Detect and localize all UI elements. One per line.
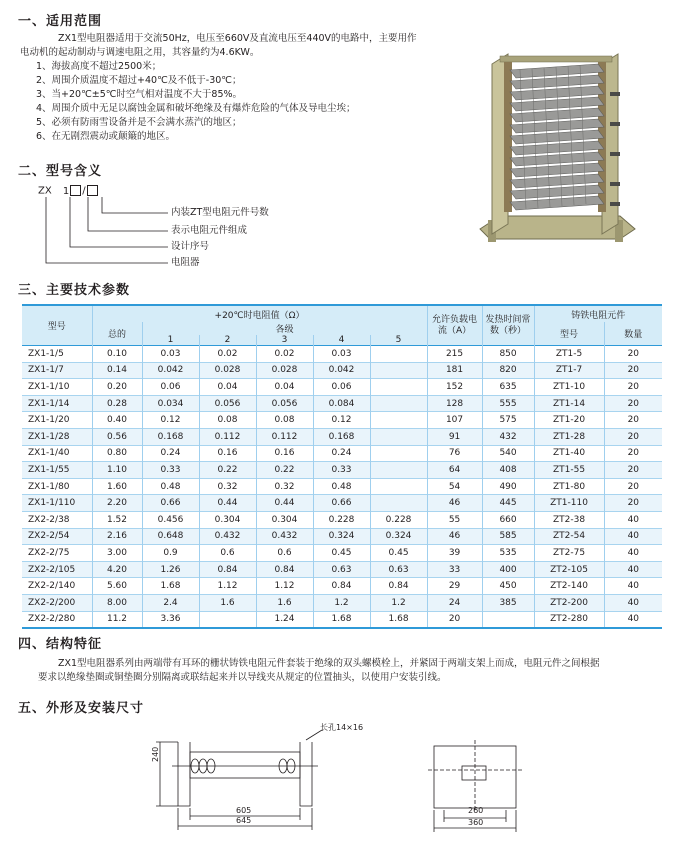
section1-body (20, 32, 460, 144)
cell-stage-5: 0.84 (370, 578, 427, 595)
cell-stage-1: 0.9 (142, 545, 199, 562)
cell-total: 2.16 (92, 528, 142, 545)
cell-heat-time: 385 (482, 594, 534, 611)
cell-element-model: ZT2-38 (534, 511, 604, 528)
model-label-2: 表示电阻元件组成 (171, 225, 248, 236)
model-label-1: 内装ZT型电阻元件号数 (171, 207, 269, 218)
cell-element-model: ZT1-40 (534, 445, 604, 462)
cell-model: ZX1-1/110 (22, 495, 92, 512)
cell-model: ZX1-1/28 (22, 428, 92, 445)
section1-item-3: 3、当+20℃±5℃时空气相对温度不大于85%。 (36, 89, 243, 100)
header-element-model: 型号 (534, 322, 604, 346)
cell-stage-3: 0.056 (256, 395, 313, 412)
cell-stage-5 (370, 395, 427, 412)
cell-stage-4: 0.45 (313, 545, 370, 562)
cell-stage-1: 0.12 (142, 412, 199, 429)
cell-current: 20 (427, 611, 482, 628)
dim-inner-label: 605 (236, 806, 252, 815)
spec-table (22, 304, 662, 629)
cell-stage-4: 0.168 (313, 428, 370, 445)
cell-quantity: 20 (604, 412, 662, 429)
section1-item-2: 2、周围介质温度不超过+40℃及不低于-30℃； (36, 75, 242, 86)
cell-element-model: ZT1-80 (534, 478, 604, 495)
cell-stage-1: 0.06 (142, 379, 199, 396)
section1-item-1: 1、海拔高度不超过2500米； (36, 61, 162, 72)
cell-current: 76 (427, 445, 482, 462)
cell-model: ZX2-2/280 (28, 614, 76, 625)
cell-current: 215 (427, 346, 482, 363)
cell-stage-4: 0.324 (313, 528, 370, 545)
cell-stage-5 (370, 445, 427, 462)
cell-model: ZX2-2/105 (22, 561, 92, 578)
cell-heat-time: 820 (482, 362, 534, 379)
table-row (22, 528, 662, 545)
section1-item-4: 4、周围介质中无足以腐蚀金属和破坏绝缘及有爆炸危险的气体及导电尘埃； (36, 103, 356, 114)
cell-total: 0.80 (92, 445, 142, 462)
cell-quantity: 20 (604, 346, 662, 363)
cell-stage-1: 1.26 (142, 561, 199, 578)
table-row (22, 478, 662, 495)
table-row (22, 379, 662, 396)
cell-heat-time: 575 (482, 412, 534, 429)
cell-element-model: ZT2-54 (534, 528, 604, 545)
table-row (22, 395, 662, 412)
cell-current: 33 (427, 561, 482, 578)
cell-total: 11.2 (92, 611, 142, 628)
header-stages: 各级 (142, 322, 427, 335)
cell-model: ZX1-1/40 (28, 448, 70, 459)
table-row (22, 412, 662, 429)
cell-quantity: 20 (604, 362, 662, 379)
cell-total: 5.60 (92, 578, 142, 595)
cell-current: 24 (427, 594, 482, 611)
cell-current: 128 (427, 395, 482, 412)
cell-total: 1.10 (92, 462, 142, 479)
cell-current: 29 (427, 578, 482, 595)
table-row (22, 462, 662, 479)
cell-stage-1: 1.68 (142, 578, 199, 595)
cell-element-model: ZT1-7 (534, 362, 604, 379)
table-row (22, 428, 662, 445)
cell-stage-2: 0.32 (199, 478, 256, 495)
header-current: 允许负载电流（A） (427, 305, 482, 346)
cell-stage-1: 0.648 (142, 528, 199, 545)
section1-item-5: 5、必须有防雨雪设备并是不会满水蒸汽的地区； (36, 117, 242, 128)
cell-quantity: 40 (604, 545, 662, 562)
cell-stage-1: 0.24 (142, 445, 199, 462)
resistor-product-image (470, 44, 640, 254)
cell-total: 0.10 (92, 346, 142, 363)
cell-stage-5 (370, 428, 427, 445)
cell-heat-time: 400 (482, 561, 534, 578)
cell-element-model: ZT2-140 (534, 578, 604, 595)
cell-current: 152 (427, 379, 482, 396)
cell-element-model: ZT1-110 (534, 495, 604, 512)
cell-heat-time: 432 (482, 428, 534, 445)
header-element-group: 铸铁电阻元件 (534, 305, 662, 322)
cell-stage-2: 0.432 (199, 528, 256, 545)
cell-stage-4: 0.084 (313, 395, 370, 412)
slot-label: 长孔14×16 (320, 723, 364, 732)
table-row (22, 545, 662, 562)
cell-heat-time (482, 611, 534, 628)
cell-stage-2: 0.02 (199, 346, 256, 363)
cell-stage-2: 0.304 (199, 511, 256, 528)
header-quantity: 数量 (604, 322, 662, 346)
dim-outer-label: 645 (236, 816, 252, 825)
cell-current: 54 (427, 478, 482, 495)
cell-element-model: ZT1-20 (534, 412, 604, 429)
cell-stage-4: 0.63 (313, 561, 370, 578)
dim-height-label: 240 (151, 746, 160, 762)
cell-stage-3: 1.12 (256, 578, 313, 595)
cell-stage-2: 0.056 (199, 395, 256, 412)
cell-stage-4: 0.66 (313, 495, 370, 512)
cell-stage-5 (370, 362, 427, 379)
table-row (22, 495, 662, 512)
cell-stage-1: 2.4 (142, 594, 199, 611)
cell-stage-2: 1.6 (199, 594, 256, 611)
cell-stage-1: 3.36 (142, 611, 199, 628)
cell-stage-1: 0.33 (142, 462, 199, 479)
dim-side-outer-label: 360 (468, 818, 484, 827)
cell-heat-time: 540 (482, 445, 534, 462)
cell-element-model: ZT1-14 (534, 395, 604, 412)
table-row (22, 362, 662, 379)
cell-stage-5 (370, 462, 427, 479)
cell-stage-2: 0.6 (199, 545, 256, 562)
cell-model: ZX1-1/55 (22, 462, 92, 479)
cell-quantity: 40 (604, 561, 662, 578)
cell-current: 55 (427, 511, 482, 528)
header-heat-time: 发热时间常数（秒） (482, 305, 534, 346)
cell-quantity: 40 (604, 578, 662, 595)
cell-heat-time: 660 (482, 511, 534, 528)
cell-element-model: ZT1-10 (534, 379, 604, 396)
cell-total: 2.20 (92, 495, 142, 512)
cell-stage-5: 1.2 (370, 594, 427, 611)
cell-total: 1.52 (92, 511, 142, 528)
cell-element-model: ZT1-28 (534, 428, 604, 445)
header-stage-3: 3 (256, 335, 313, 346)
header-stage-1: 1 (142, 335, 199, 346)
cell-stage-5 (370, 379, 427, 396)
table-row (22, 561, 662, 578)
cell-heat-time: 850 (482, 346, 534, 363)
cell-total: 0.28 (92, 395, 142, 412)
section1-title: 一、适用范围 (18, 14, 103, 29)
cell-model: ZX2-2/200 (22, 594, 92, 611)
model-label-4: 电阻器 (171, 257, 200, 268)
cell-stage-1: 0.66 (142, 495, 199, 512)
cell-model: ZX2-2/75 (28, 547, 70, 558)
cell-quantity: 20 (604, 428, 662, 445)
cell-model: ZX2-2/140 (28, 581, 76, 592)
cell-stage-3: 0.32 (256, 478, 313, 495)
cell-stage-4: 0.24 (313, 445, 370, 462)
cell-stage-5: 0.63 (370, 561, 427, 578)
cell-stage-4: 1.68 (313, 611, 370, 628)
cell-stage-2: 0.84 (199, 561, 256, 578)
header-model: 型号 (22, 305, 92, 346)
cell-model: ZX1-1/14 (22, 395, 92, 412)
cell-stage-5: 0.228 (370, 511, 427, 528)
cell-heat-time: 585 (482, 528, 534, 545)
cell-current: 91 (427, 428, 482, 445)
cell-stage-3: 0.84 (256, 561, 313, 578)
cell-current: 107 (427, 412, 482, 429)
cell-current: 46 (427, 495, 482, 512)
cell-heat-time: 445 (482, 495, 534, 512)
cell-stage-3: 0.112 (256, 428, 313, 445)
header-stage-2: 2 (199, 335, 256, 346)
cell-stage-3: 0.04 (256, 379, 313, 396)
cell-model: ZX2-2/54 (22, 528, 92, 545)
header-total: 总的 (92, 322, 142, 346)
cell-stage-2: 1.12 (199, 578, 256, 595)
cell-model: ZX1-1/7 (22, 362, 92, 379)
model-code-slash: / (82, 185, 86, 197)
cell-stage-5 (370, 495, 427, 512)
section4-title: 四、结构特征 (18, 637, 103, 652)
cell-stage-4: 0.84 (313, 578, 370, 595)
cell-total: 0.14 (92, 362, 142, 379)
cell-stage-2: 0.028 (199, 362, 256, 379)
cell-element-model: ZT1-55 (534, 462, 604, 479)
cell-total: 8.00 (92, 594, 142, 611)
cell-stage-3: 1.6 (256, 594, 313, 611)
cell-element-model: ZT2-280 (534, 611, 604, 628)
table-row (22, 346, 662, 363)
cell-total: 4.20 (92, 561, 142, 578)
cell-quantity: 40 (604, 511, 662, 528)
cell-stage-1: 0.456 (142, 511, 199, 528)
cell-quantity: 20 (604, 462, 662, 479)
section3-title: 三、主要技术参数 (18, 283, 131, 298)
section4-line2: 要求以绝缘垫圈或铜垫圈分别隔离或联结起来并以导线夹从规定的位置抽头，以使用户安装引线。 (38, 672, 447, 683)
cell-quantity: 20 (604, 395, 662, 412)
cell-stage-3: 0.432 (256, 528, 313, 545)
cell-quantity: 20 (604, 478, 662, 495)
cell-total: 3.00 (92, 545, 142, 562)
cell-model: ZX1-1/10 (28, 381, 70, 392)
cell-stage-5: 1.68 (370, 611, 427, 628)
model-code-digit: 1 (62, 185, 70, 197)
cell-model: ZX2-2/38 (28, 514, 70, 525)
cell-stage-4: 0.12 (313, 412, 370, 429)
section1-item-6: 6、在无剧烈震动或颠簸的地区。 (36, 131, 176, 142)
cell-stage-3: 0.6 (256, 545, 313, 562)
cell-heat-time: 635 (482, 379, 534, 396)
cell-stage-4: 0.33 (313, 462, 370, 479)
cell-stage-2: 0.04 (199, 379, 256, 396)
cell-stage-4: 0.042 (313, 362, 370, 379)
cell-quantity: 20 (604, 495, 662, 512)
cell-stage-1: 0.034 (142, 395, 199, 412)
cell-stage-5 (370, 346, 427, 363)
model-code-prefix: ZX (38, 185, 52, 197)
cell-stage-2: 0.22 (199, 462, 256, 479)
cell-stage-2: 0.112 (199, 428, 256, 445)
header-stage-5: 5 (370, 335, 427, 346)
cell-current: 181 (427, 362, 482, 379)
section5-title: 五、外形及安装尺寸 (18, 701, 145, 716)
cell-model: ZX1-1/20 (28, 415, 70, 426)
cell-stage-1: 0.03 (142, 346, 199, 363)
cell-stage-4: 0.48 (313, 478, 370, 495)
cell-stage-4: 1.2 (313, 594, 370, 611)
table-row (22, 611, 662, 628)
cell-total: 0.40 (92, 412, 142, 429)
cell-heat-time: 555 (482, 395, 534, 412)
table-row (22, 578, 662, 595)
cell-stage-2: 0.44 (199, 495, 256, 512)
cell-heat-time: 535 (482, 545, 534, 562)
cell-stage-3: 0.304 (256, 511, 313, 528)
cell-stage-1: 0.168 (142, 428, 199, 445)
cell-total: 0.56 (92, 428, 142, 445)
cell-stage-4: 0.228 (313, 511, 370, 528)
table-row (22, 445, 662, 462)
cell-stage-5 (370, 478, 427, 495)
dim-side-inner-label: 260 (468, 806, 484, 815)
header-resistance-group: +20℃时电阻值（Ω） (92, 305, 427, 322)
section1-intro-line1: ZX1型电阻器适用于交流50Hz，电压至660V及直流电压至440V的电路中，主要用作 (58, 33, 417, 44)
cell-stage-3: 0.22 (256, 462, 313, 479)
header-stage-4: 4 (313, 335, 370, 346)
cell-element-model: ZT2-75 (534, 545, 604, 562)
cell-stage-5: 0.324 (370, 528, 427, 545)
cell-quantity: 20 (604, 445, 662, 462)
cell-stage-1: 0.48 (142, 478, 199, 495)
cell-model: ZX1-1/5 (28, 348, 64, 359)
cell-total: 0.20 (92, 379, 142, 396)
cell-quantity: 40 (604, 611, 662, 628)
cell-total: 1.60 (92, 478, 142, 495)
cell-stage-3: 0.16 (256, 445, 313, 462)
cell-stage-3: 0.028 (256, 362, 313, 379)
cell-stage-3: 0.08 (256, 412, 313, 429)
cell-stage-2: 0.16 (199, 445, 256, 462)
cell-current: 64 (427, 462, 482, 479)
cell-element-model: ZT2-200 (534, 594, 604, 611)
cell-current: 39 (427, 545, 482, 562)
cell-heat-time: 408 (482, 462, 534, 479)
cell-stage-5: 0.45 (370, 545, 427, 562)
cell-element-model: ZT1-5 (534, 346, 604, 363)
table-row (22, 511, 662, 528)
cell-stage-4: 0.03 (313, 346, 370, 363)
model-code-leader-lines (40, 195, 180, 270)
section2-title: 二、型号含义 (18, 164, 103, 179)
section4-line1: ZX1型电阻器系列由两端带有耳环的栅状铸铁电阻元件套装于绝缘的双头螺模栓上，并紧固于两端支架上而成，电阻元件之间根据 (58, 658, 600, 669)
model-label-3: 设计序号 (171, 241, 210, 252)
cell-quantity: 40 (604, 594, 662, 611)
cell-quantity: 20 (604, 379, 662, 396)
section1-intro-line2: 电动机的起动制动与调速电阻之用，其容量约为4.6KW。 (20, 47, 260, 58)
cell-heat-time: 450 (482, 578, 534, 595)
cell-stage-3: 1.24 (256, 611, 313, 628)
cell-heat-time: 490 (482, 478, 534, 495)
cell-stage-2: 0.08 (199, 412, 256, 429)
cell-model: ZX1-1/80 (28, 481, 70, 492)
section4-body (38, 657, 668, 685)
cell-quantity: 40 (604, 528, 662, 545)
cell-current: 46 (427, 528, 482, 545)
cell-stage-1: 0.042 (142, 362, 199, 379)
cell-element-model: ZT2-105 (534, 561, 604, 578)
cell-stage-5 (370, 412, 427, 429)
spec-table-header (22, 305, 662, 346)
cell-stage-2 (199, 611, 256, 628)
spec-table-body (22, 346, 662, 629)
table-row (22, 594, 662, 611)
cell-stage-3: 0.44 (256, 495, 313, 512)
cell-stage-4: 0.06 (313, 379, 370, 396)
cell-stage-3: 0.02 (256, 346, 313, 363)
